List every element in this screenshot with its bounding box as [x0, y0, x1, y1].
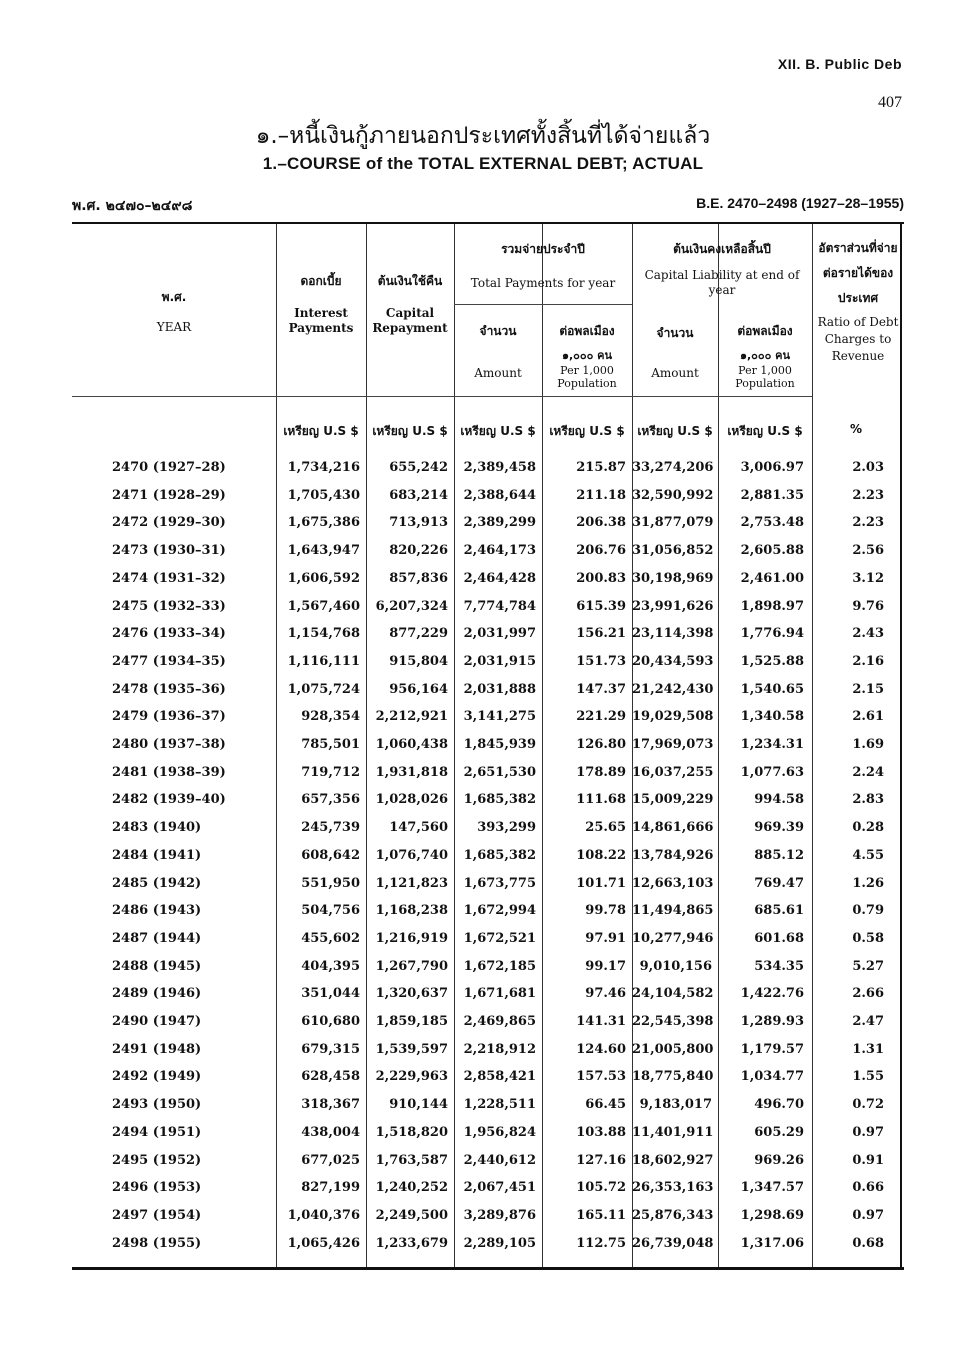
cell-capital: 147,560 [389, 820, 448, 836]
cell-year: 2493 (1950) [112, 1097, 202, 1113]
cell-interest: 608,642 [301, 847, 360, 863]
cell-liab: 23,991,626 [632, 598, 714, 614]
cell-total: 1,672,185 [463, 958, 536, 974]
cell-liab-per: 1,317.06 [740, 1235, 804, 1251]
cell-ratio: 9.76 [852, 598, 884, 614]
cell-capital: 910,144 [389, 1097, 448, 1113]
cell-year: 2490 (1947) [112, 1014, 202, 1029]
cell-interest: 1,040,376 [287, 1207, 360, 1223]
header-total-group-th: รวมจ่ายประจำปี [501, 242, 585, 256]
header-year-en: YEAR [156, 320, 192, 334]
cell-total-per: 111.68 [576, 792, 626, 808]
cell-liab-per: 994.58 [754, 792, 804, 808]
cell-ratio: 2.61 [852, 709, 884, 725]
cell-interest: 438,004 [301, 1124, 360, 1140]
cell-liab-per: 1,540.65 [740, 681, 804, 697]
cell-total: 393,299 [477, 820, 536, 836]
period-english: B.E. 2470–2498 (1927–28–1955) [696, 195, 904, 211]
cell-ratio: 1.31 [852, 1041, 884, 1057]
cell-liab-per: 1,340.58 [740, 709, 804, 725]
cell-year: 2495 (1952) [112, 1152, 202, 1168]
table-row [72, 705, 904, 731]
cell-total: 2,858,421 [463, 1069, 536, 1085]
cell-year: 2476 (1933–34) [112, 626, 226, 642]
cell-liab: 16,037,255 [632, 764, 714, 780]
cell-liab: 21,242,430 [632, 681, 714, 697]
cell-total-per: 206.38 [576, 515, 626, 531]
cell-liab-per: 1,179.57 [740, 1041, 804, 1057]
cell-total-per: 126.80 [576, 737, 626, 752]
header-ratio-en: Ratio of Debt Charges to Revenue [817, 315, 899, 363]
cell-liab-per: 1,525.88 [740, 653, 804, 669]
cell-interest: 1,606,592 [287, 570, 360, 586]
cell-year: 2485 (1942) [112, 875, 202, 891]
section-heading: XII. B. Public Deb [777, 56, 902, 72]
cell-total: 2,031,888 [463, 681, 536, 697]
cell-total: 2,067,451 [463, 1180, 536, 1196]
cell-liab: 26,353,163 [632, 1180, 714, 1196]
cell-interest: 657,356 [301, 792, 360, 808]
cell-liab-per: 969.39 [754, 820, 804, 836]
unit-usd: เหรียญ U.S $ [460, 424, 536, 438]
cell-total-per: 25.65 [585, 820, 626, 836]
cell-liab-per: 1,077.63 [740, 764, 804, 780]
cell-interest: 1,065,426 [287, 1235, 360, 1251]
header-amount-th: จำนวน [479, 324, 517, 338]
cell-interest: 1,075,724 [287, 681, 360, 697]
header-liab-amount-en: Amount [651, 366, 699, 380]
cell-total-per: 97.91 [585, 930, 626, 946]
cell-total-per: 105.72 [576, 1180, 626, 1196]
cell-total-per: 215.87 [576, 460, 626, 475]
table-row [72, 1065, 904, 1091]
cell-capital: 2,249,500 [375, 1207, 448, 1223]
cell-liab: 30,198,969 [632, 570, 714, 586]
cell-interest: 785,501 [301, 737, 360, 752]
cell-total: 7,774,784 [463, 598, 536, 614]
cell-year: 2470 (1927–28) [112, 460, 226, 475]
cell-liab: 26,739,048 [632, 1235, 714, 1251]
cell-total: 1,673,775 [463, 875, 536, 891]
table-row [72, 1038, 904, 1064]
table-row [72, 1232, 904, 1258]
cell-liab-per: 1,898.97 [740, 598, 804, 614]
unit-usd: เหรียญ U.S $ [637, 424, 713, 438]
cell-capital: 1,028,026 [375, 792, 448, 808]
cell-liab: 10,277,946 [632, 930, 714, 946]
cell-ratio: 1.26 [852, 875, 884, 891]
header-amount-en: Amount [474, 366, 522, 380]
cell-interest: 404,395 [301, 958, 360, 974]
cell-total: 2,218,912 [463, 1041, 536, 1057]
table-row [72, 1093, 904, 1119]
cell-ratio: 0.91 [852, 1152, 884, 1168]
table-row [72, 788, 904, 814]
title-thai: ๑.–หนี้เงินกู้ภายนอกประเทศทั้งสิ้นที่ได้จ่ายแล้ว [255, 123, 711, 149]
cell-total: 2,651,530 [463, 764, 536, 780]
cell-total: 1,672,994 [463, 903, 536, 919]
cell-liab: 14,861,666 [632, 820, 714, 836]
cell-total-per: 97.46 [585, 986, 626, 1002]
cell-ratio: 2.16 [852, 653, 884, 669]
cell-capital: 1,121,823 [375, 875, 448, 891]
cell-interest: 1,675,386 [287, 515, 360, 531]
cell-capital: 820,226 [389, 543, 448, 559]
table-row [72, 761, 904, 787]
cell-total-per: 615.39 [576, 598, 626, 614]
cell-liab-per: 3,006.97 [740, 460, 804, 475]
cell-capital: 877,229 [389, 626, 448, 642]
cell-capital: 915,804 [389, 653, 448, 669]
cell-year: 2486 (1943) [112, 903, 202, 919]
cell-capital: 1,168,238 [375, 903, 448, 919]
table-row [72, 567, 904, 593]
unit-usd: เหรียญ U.S $ [372, 424, 448, 438]
cell-year: 2494 (1951) [112, 1124, 202, 1140]
cell-year: 2471 (1928–29) [112, 487, 226, 503]
cell-liab: 15,009,229 [632, 792, 714, 808]
cell-interest: 1,643,947 [287, 543, 360, 559]
cell-total: 2,464,428 [463, 570, 536, 586]
cell-total-per: 165.11 [576, 1207, 626, 1223]
cell-liab: 17,969,073 [632, 737, 714, 752]
cell-total-per: 156.21 [576, 626, 626, 642]
cell-ratio: 2.43 [852, 626, 884, 642]
cell-year: 2489 (1946) [112, 986, 202, 1002]
cell-year: 2496 (1953) [112, 1180, 202, 1196]
table-row [72, 1204, 904, 1230]
cell-total: 2,389,299 [463, 515, 536, 531]
header-interest-th: ดอกเบี้ย [300, 274, 342, 288]
cell-interest: 1,116,111 [287, 653, 360, 669]
cell-interest: 1,154,768 [287, 626, 360, 642]
cell-total: 1,672,521 [463, 930, 536, 946]
unit-usd: เหรียญ U.S $ [283, 424, 359, 438]
cell-total: 3,289,876 [463, 1207, 536, 1223]
cell-liab: 11,401,911 [632, 1124, 714, 1140]
cell-interest: 318,367 [301, 1097, 360, 1113]
cell-capital: 1,060,438 [375, 737, 448, 752]
table-row [72, 872, 904, 898]
cell-liab-per: 769.47 [754, 875, 804, 891]
cell-total-per: 206.76 [576, 543, 626, 559]
cell-year: 2478 (1935–36) [112, 681, 226, 697]
cell-year: 2473 (1930–31) [112, 543, 226, 559]
cell-liab-per: 1,034.77 [740, 1069, 804, 1085]
unit-usd: เหรียญ U.S $ [727, 424, 803, 438]
header-ratio-th: อัตราส่วนที่จ่ายต่อรายได้ของประเทศ [818, 241, 898, 305]
cell-liab-per: 2,753.48 [740, 515, 804, 531]
cell-total: 3,141,275 [463, 709, 536, 725]
cell-liab: 31,056,852 [632, 543, 714, 559]
cell-total-per: 178.89 [576, 764, 626, 780]
cell-liab-per: 605.29 [754, 1124, 804, 1140]
cell-liab-per: 1,347.57 [740, 1180, 804, 1196]
cell-year: 2483 (1940) [112, 820, 202, 836]
cell-interest: 1,567,460 [287, 598, 360, 614]
cell-capital: 683,214 [389, 487, 448, 503]
header-liab-amount-th: จำนวน [656, 326, 694, 340]
cell-interest: 679,315 [301, 1041, 360, 1057]
cell-liab: 22,545,398 [632, 1014, 714, 1029]
table-row [72, 982, 904, 1008]
header-total-group-en: Total Payments for year [470, 276, 616, 290]
cell-ratio: 2.23 [852, 515, 884, 531]
cell-liab-per: 2,881.35 [740, 487, 804, 503]
cell-total-per: 141.31 [576, 1014, 626, 1029]
title-english: 1.–COURSE of the TOTAL EXTERNAL DEBT; ACTUAL [262, 154, 704, 173]
cell-capital: 1,320,637 [375, 986, 448, 1002]
header-liab-per-pop-sub-th: ๑,๐๐๐ คน [739, 349, 790, 362]
cell-capital: 1,859,185 [375, 1014, 448, 1029]
table-row [72, 511, 904, 537]
table-row [72, 650, 904, 676]
cell-total-per: 211.18 [576, 487, 626, 503]
cell-total: 2,464,173 [463, 543, 536, 559]
cell-liab: 31,877,079 [632, 515, 714, 531]
header-per-pop-th: ต่อพลเมือง [559, 324, 615, 338]
cell-total-per: 101.71 [576, 875, 626, 891]
cell-liab: 13,784,926 [632, 847, 714, 863]
cell-liab-per: 1,298.69 [740, 1207, 804, 1223]
cell-year: 2479 (1936–37) [112, 709, 226, 725]
cell-total-per: 108.22 [576, 847, 626, 863]
cell-liab-per: 685.61 [754, 903, 804, 919]
cell-total-per: 124.60 [576, 1041, 626, 1057]
table-row [72, 1121, 904, 1147]
table-row [72, 595, 904, 621]
cell-total: 2,289,105 [463, 1235, 536, 1251]
cell-total: 2,388,644 [463, 487, 536, 503]
cell-year: 2487 (1944) [112, 930, 202, 946]
cell-interest: 351,044 [301, 986, 360, 1002]
cell-capital: 1,233,679 [375, 1235, 448, 1251]
header-capital-th: ต้นเงินใช้คืน [377, 274, 443, 288]
cell-year: 2477 (1934–35) [112, 653, 226, 669]
cell-capital: 1,518,820 [375, 1124, 448, 1140]
cell-total-per: 200.83 [576, 570, 626, 586]
header-per-pop-sub-th: ๑,๐๐๐ คน [561, 349, 612, 362]
header-per-pop-en: Per 1,000 Population [557, 364, 617, 390]
cell-liab-per: 2,461.00 [740, 570, 804, 586]
cell-total-per: 221.29 [576, 709, 626, 725]
cell-liab: 18,775,840 [632, 1069, 714, 1085]
cell-year: 2498 (1955) [112, 1235, 202, 1251]
table-row [72, 622, 904, 648]
cell-liab: 19,029,508 [632, 709, 714, 725]
group-rule-total [454, 304, 632, 305]
cell-ratio: 4.55 [852, 847, 884, 863]
cell-interest: 610,680 [301, 1014, 360, 1029]
cell-interest: 245,739 [301, 820, 360, 836]
cell-total-per: 99.78 [585, 903, 626, 919]
cell-year: 2480 (1937–38) [112, 737, 226, 752]
table-row [72, 1149, 904, 1175]
table-row [72, 1010, 904, 1036]
cell-total-per: 147.37 [576, 681, 626, 697]
cell-interest: 628,458 [301, 1069, 360, 1085]
cell-year: 2488 (1945) [112, 958, 202, 974]
header-liab-per-pop-th: ต่อพลเมือง [737, 324, 793, 338]
cell-total: 2,469,865 [463, 1014, 536, 1029]
cell-capital: 2,229,963 [375, 1069, 448, 1085]
cell-total-per: 112.75 [576, 1235, 626, 1251]
cell-interest: 827,199 [301, 1180, 360, 1196]
cell-liab-per: 969.26 [754, 1152, 804, 1168]
cell-total: 1,685,382 [463, 792, 536, 808]
table-row [72, 955, 904, 981]
cell-year: 2491 (1948) [112, 1041, 202, 1057]
cell-year: 2497 (1954) [112, 1207, 202, 1223]
table-row [72, 816, 904, 842]
page-number: 407 [878, 94, 902, 111]
header-rule [72, 396, 812, 397]
cell-total-per: 103.88 [576, 1124, 626, 1140]
cell-year: 2484 (1941) [112, 847, 202, 863]
cell-liab: 25,876,343 [632, 1207, 714, 1223]
cell-capital: 2,212,921 [375, 709, 448, 725]
cell-total-per: 157.53 [576, 1069, 626, 1085]
cell-ratio: 0.28 [852, 820, 884, 836]
cell-ratio: 0.97 [852, 1124, 884, 1140]
cell-liab: 9,010,156 [639, 958, 712, 974]
cell-total: 1,845,939 [463, 737, 536, 752]
cell-liab: 11,494,865 [632, 903, 714, 919]
cell-ratio: 0.66 [852, 1180, 884, 1196]
cell-ratio: 2.15 [852, 681, 884, 697]
cell-liab-per: 1,776.94 [740, 626, 804, 642]
header-liability-group-th: ต้นเงินคงเหลือสิ้นปี [673, 242, 771, 256]
unit-percent: % [849, 422, 863, 436]
cell-ratio: 2.47 [852, 1014, 884, 1029]
cell-total-per: 99.17 [585, 958, 626, 974]
cell-interest: 719,712 [301, 764, 360, 780]
cell-total: 2,031,997 [463, 626, 536, 642]
cell-interest: 928,354 [301, 709, 360, 725]
cell-ratio: 2.66 [852, 986, 884, 1002]
header-interest-en: Interest Payments [288, 306, 354, 335]
cell-ratio: 1.55 [852, 1069, 884, 1085]
table-row [72, 456, 904, 482]
cell-ratio: 5.27 [852, 958, 884, 974]
cell-liab: 21,005,800 [632, 1041, 714, 1057]
cell-liab: 18,602,927 [632, 1152, 714, 1168]
header-capital-en: Capital Repayment [372, 306, 448, 335]
cell-liab-per: 1,422.76 [740, 986, 804, 1002]
table-row [72, 927, 904, 953]
cell-capital: 6,207,324 [375, 598, 448, 614]
table-row [72, 844, 904, 870]
cell-year: 2492 (1949) [112, 1069, 202, 1085]
table-row [72, 1176, 904, 1202]
cell-ratio: 0.68 [852, 1235, 884, 1251]
cell-capital: 1,216,919 [375, 930, 448, 946]
cell-year: 2472 (1929–30) [112, 515, 226, 531]
cell-year: 2475 (1932–33) [112, 598, 226, 614]
header-liab-per-pop-en: Per 1,000 Population [735, 364, 795, 390]
cell-ratio: 0.72 [852, 1097, 884, 1113]
cell-total-per: 151.73 [576, 653, 626, 669]
cell-capital: 1,931,818 [375, 764, 448, 780]
cell-capital: 655,242 [389, 460, 448, 475]
cell-ratio: 2.56 [852, 543, 884, 559]
cell-interest: 455,602 [301, 930, 360, 946]
cell-capital: 1,763,587 [375, 1152, 448, 1168]
cell-liab-per: 2,605.88 [740, 543, 804, 559]
cell-liab: 32,590,992 [632, 487, 714, 503]
cell-capital: 1,267,790 [375, 958, 448, 974]
cell-total-per: 127.16 [576, 1152, 626, 1168]
cell-total: 2,440,612 [463, 1152, 536, 1168]
table-row [72, 733, 904, 759]
cell-ratio: 1.69 [852, 737, 884, 752]
cell-interest: 504,756 [301, 903, 360, 919]
cell-interest: 1,705,430 [287, 487, 360, 503]
cell-liab: 9,183,017 [639, 1097, 712, 1113]
cell-total: 1,685,382 [463, 847, 536, 863]
cell-total: 2,031,915 [463, 653, 536, 669]
cell-liab-per: 1,234.31 [740, 737, 804, 752]
table-row [72, 678, 904, 704]
table-row [72, 539, 904, 565]
cell-liab: 33,274,206 [632, 460, 714, 475]
cell-year: 2474 (1931–32) [112, 570, 226, 586]
cell-ratio: 0.79 [852, 903, 884, 919]
cell-liab-per: 1,289.93 [740, 1014, 804, 1029]
cell-ratio: 3.12 [852, 570, 884, 586]
cell-liab-per: 885.12 [754, 847, 804, 863]
header-liability-group-en: Capital Liability at end of year [644, 268, 800, 297]
cell-total-per: 66.45 [585, 1097, 626, 1113]
cell-ratio: 2.23 [852, 487, 884, 503]
table-row [72, 899, 904, 925]
cell-ratio: 2.83 [852, 792, 884, 808]
cell-liab: 23,114,398 [632, 626, 714, 642]
cell-capital: 1,240,252 [375, 1180, 448, 1196]
cell-liab-per: 534.35 [754, 958, 804, 974]
cell-capital: 956,164 [389, 681, 448, 697]
cell-year: 2482 (1939–40) [112, 792, 226, 808]
cell-ratio: 2.24 [852, 764, 884, 780]
cell-capital: 1,539,597 [375, 1041, 448, 1057]
debt-table [72, 222, 904, 1270]
cell-interest: 677,025 [301, 1152, 360, 1168]
cell-capital: 713,913 [389, 515, 448, 531]
cell-liab: 12,663,103 [632, 875, 714, 891]
cell-year: 2481 (1938–39) [112, 764, 226, 780]
cell-capital: 857,836 [389, 570, 448, 586]
cell-total: 1,228,511 [463, 1097, 536, 1113]
cell-interest: 1,734,216 [287, 460, 360, 475]
cell-liab-per: 496.70 [754, 1097, 804, 1113]
cell-ratio: 0.58 [852, 930, 884, 946]
cell-ratio: 0.97 [852, 1207, 884, 1223]
cell-total: 2,389,458 [463, 460, 536, 475]
cell-liab: 24,104,582 [632, 986, 714, 1002]
period-thai: พ.ศ. ๒๔๗๐–๒๔๙๘ [72, 198, 193, 214]
cell-ratio: 2.03 [852, 460, 884, 475]
unit-usd: เหรียญ U.S $ [549, 424, 625, 438]
header-year-th: พ.ศ. [161, 290, 187, 304]
cell-liab: 20,434,593 [632, 653, 714, 669]
cell-interest: 551,950 [301, 875, 360, 891]
cell-total: 1,956,824 [463, 1124, 536, 1140]
cell-total: 1,671,681 [463, 986, 536, 1002]
cell-liab-per: 601.68 [754, 930, 804, 946]
table-row [72, 484, 904, 510]
cell-capital: 1,076,740 [375, 847, 448, 863]
